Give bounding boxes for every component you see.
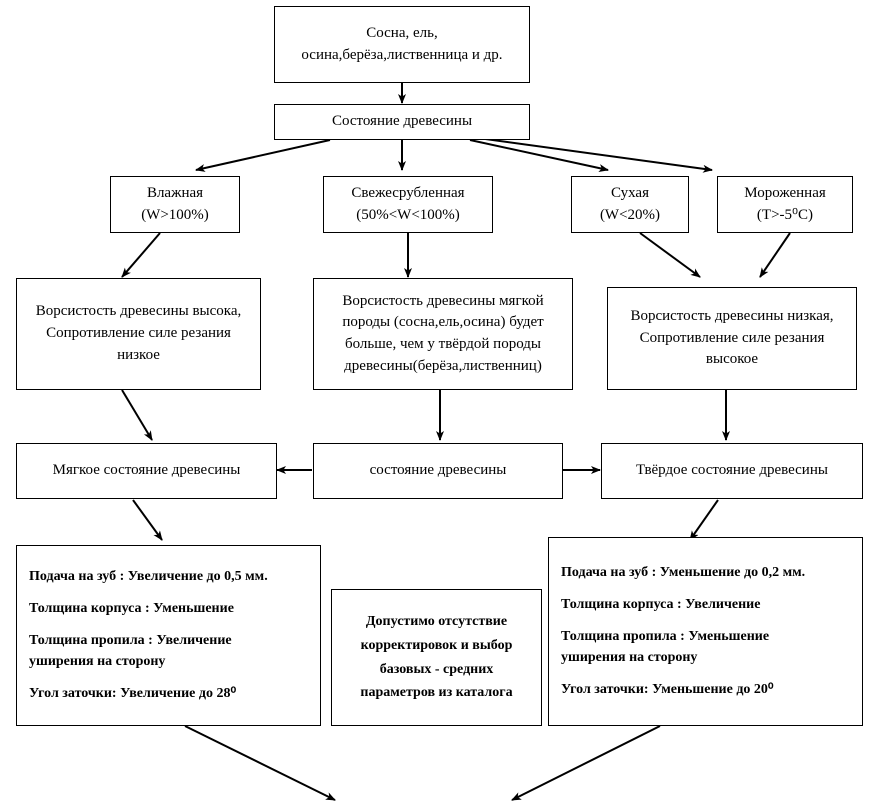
node-species-line-1: осина,берёза,лиственница и др. [301, 46, 503, 63]
node-default-params-line-1: корректировок и выбор [360, 637, 513, 653]
node-default-params-line-2: базовых - средних [379, 661, 494, 677]
node-fresh [323, 176, 493, 233]
node-dry-result-line-2: высокое [705, 351, 759, 368]
node-wet-result-line-0: Ворсистость древесины высока, [35, 303, 242, 320]
node-wet-line-0: Влажная [146, 184, 204, 201]
node-middle-state [313, 443, 563, 499]
node-soft-state-line-0: Мягкое состояние древесины [52, 462, 241, 479]
node-dry-line-0: Сухая [611, 184, 649, 201]
node-fresh-line-1: (50%<W<100%) [356, 206, 460, 223]
node-species-line-0: Сосна, ель, [366, 24, 438, 41]
node-wet-result-line-1: Сопротивление силе резания [46, 325, 231, 342]
node-hard-params-line-2: Толщина пропила : Уменьшение [561, 629, 770, 645]
node-hard-params-line-4: Угол заточки: Уменьшение до 20⁰ [561, 681, 774, 697]
node-soft-params-line-2: Толщина пропила : Увеличение [29, 633, 232, 649]
node-default-params-line-0: Допустимо отсутствие [365, 613, 508, 629]
node-state [274, 104, 530, 140]
node-default-params [331, 589, 542, 726]
node-dry-result [607, 287, 857, 390]
node-hard-state-line-0: Твёрдое состояние древесины [636, 462, 828, 479]
node-soft-params [16, 545, 321, 726]
node-fresh-result-line-1: породы (сосна,ель,осина) будет [342, 314, 544, 331]
node-species [274, 6, 530, 83]
node-fresh-result-line-3: древесины(берёза,лиственниц) [344, 357, 542, 374]
node-soft-params-line-0: Подача на зуб : Увеличение до 0,5 мм. [29, 568, 268, 584]
node-dry-result-line-0: Ворсистость древесины низкая, [630, 307, 834, 324]
node-frozen-line-0: Мороженная [744, 184, 826, 201]
node-fresh-result [313, 278, 573, 390]
node-wet-result-line-2: низкое [117, 346, 160, 363]
node-fresh-result-line-2: больше, чем у твёрдой породы [345, 336, 541, 352]
node-hard-params [548, 537, 863, 726]
node-dry-result-line-1: Сопротивление силе резания [639, 329, 825, 346]
node-frozen [717, 176, 853, 233]
node-soft-params-line-1: Толщина корпуса : Уменьшение [29, 601, 234, 617]
node-middle-state-line-0: состояние древесины [369, 462, 507, 479]
node-default-params-line-3: параметров из каталога [360, 685, 513, 701]
node-hard-state [601, 443, 863, 499]
node-frozen-line-1: (T>-5⁰C) [756, 206, 814, 223]
node-hard-params-line-1: Толщина корпуса : Увеличение [561, 597, 761, 613]
node-dry [571, 176, 689, 233]
node-fresh-result-line-0: Ворсистость древесины мягкой [342, 292, 544, 309]
node-hard-params-line-3: уширения на сторону [561, 649, 698, 665]
node-fresh-line-0: Свежесрубленная [351, 184, 465, 201]
node-soft-params-line-3: уширения на сторону [29, 653, 166, 669]
node-soft-params-line-4: Угол заточки: Увеличение до 28⁰ [29, 685, 237, 701]
node-hard-params-line-0: Подача на зуб : Уменьшение до 0,2 мм. [561, 564, 806, 580]
node-wet-line-1: (W>100%) [141, 206, 209, 223]
node-dry-line-1: (W<20%) [599, 206, 661, 223]
node-state-line-0: Состояние древесины [331, 113, 473, 130]
node-soft-state [16, 443, 277, 499]
node-wet-result [16, 278, 261, 390]
node-wet [110, 176, 240, 233]
